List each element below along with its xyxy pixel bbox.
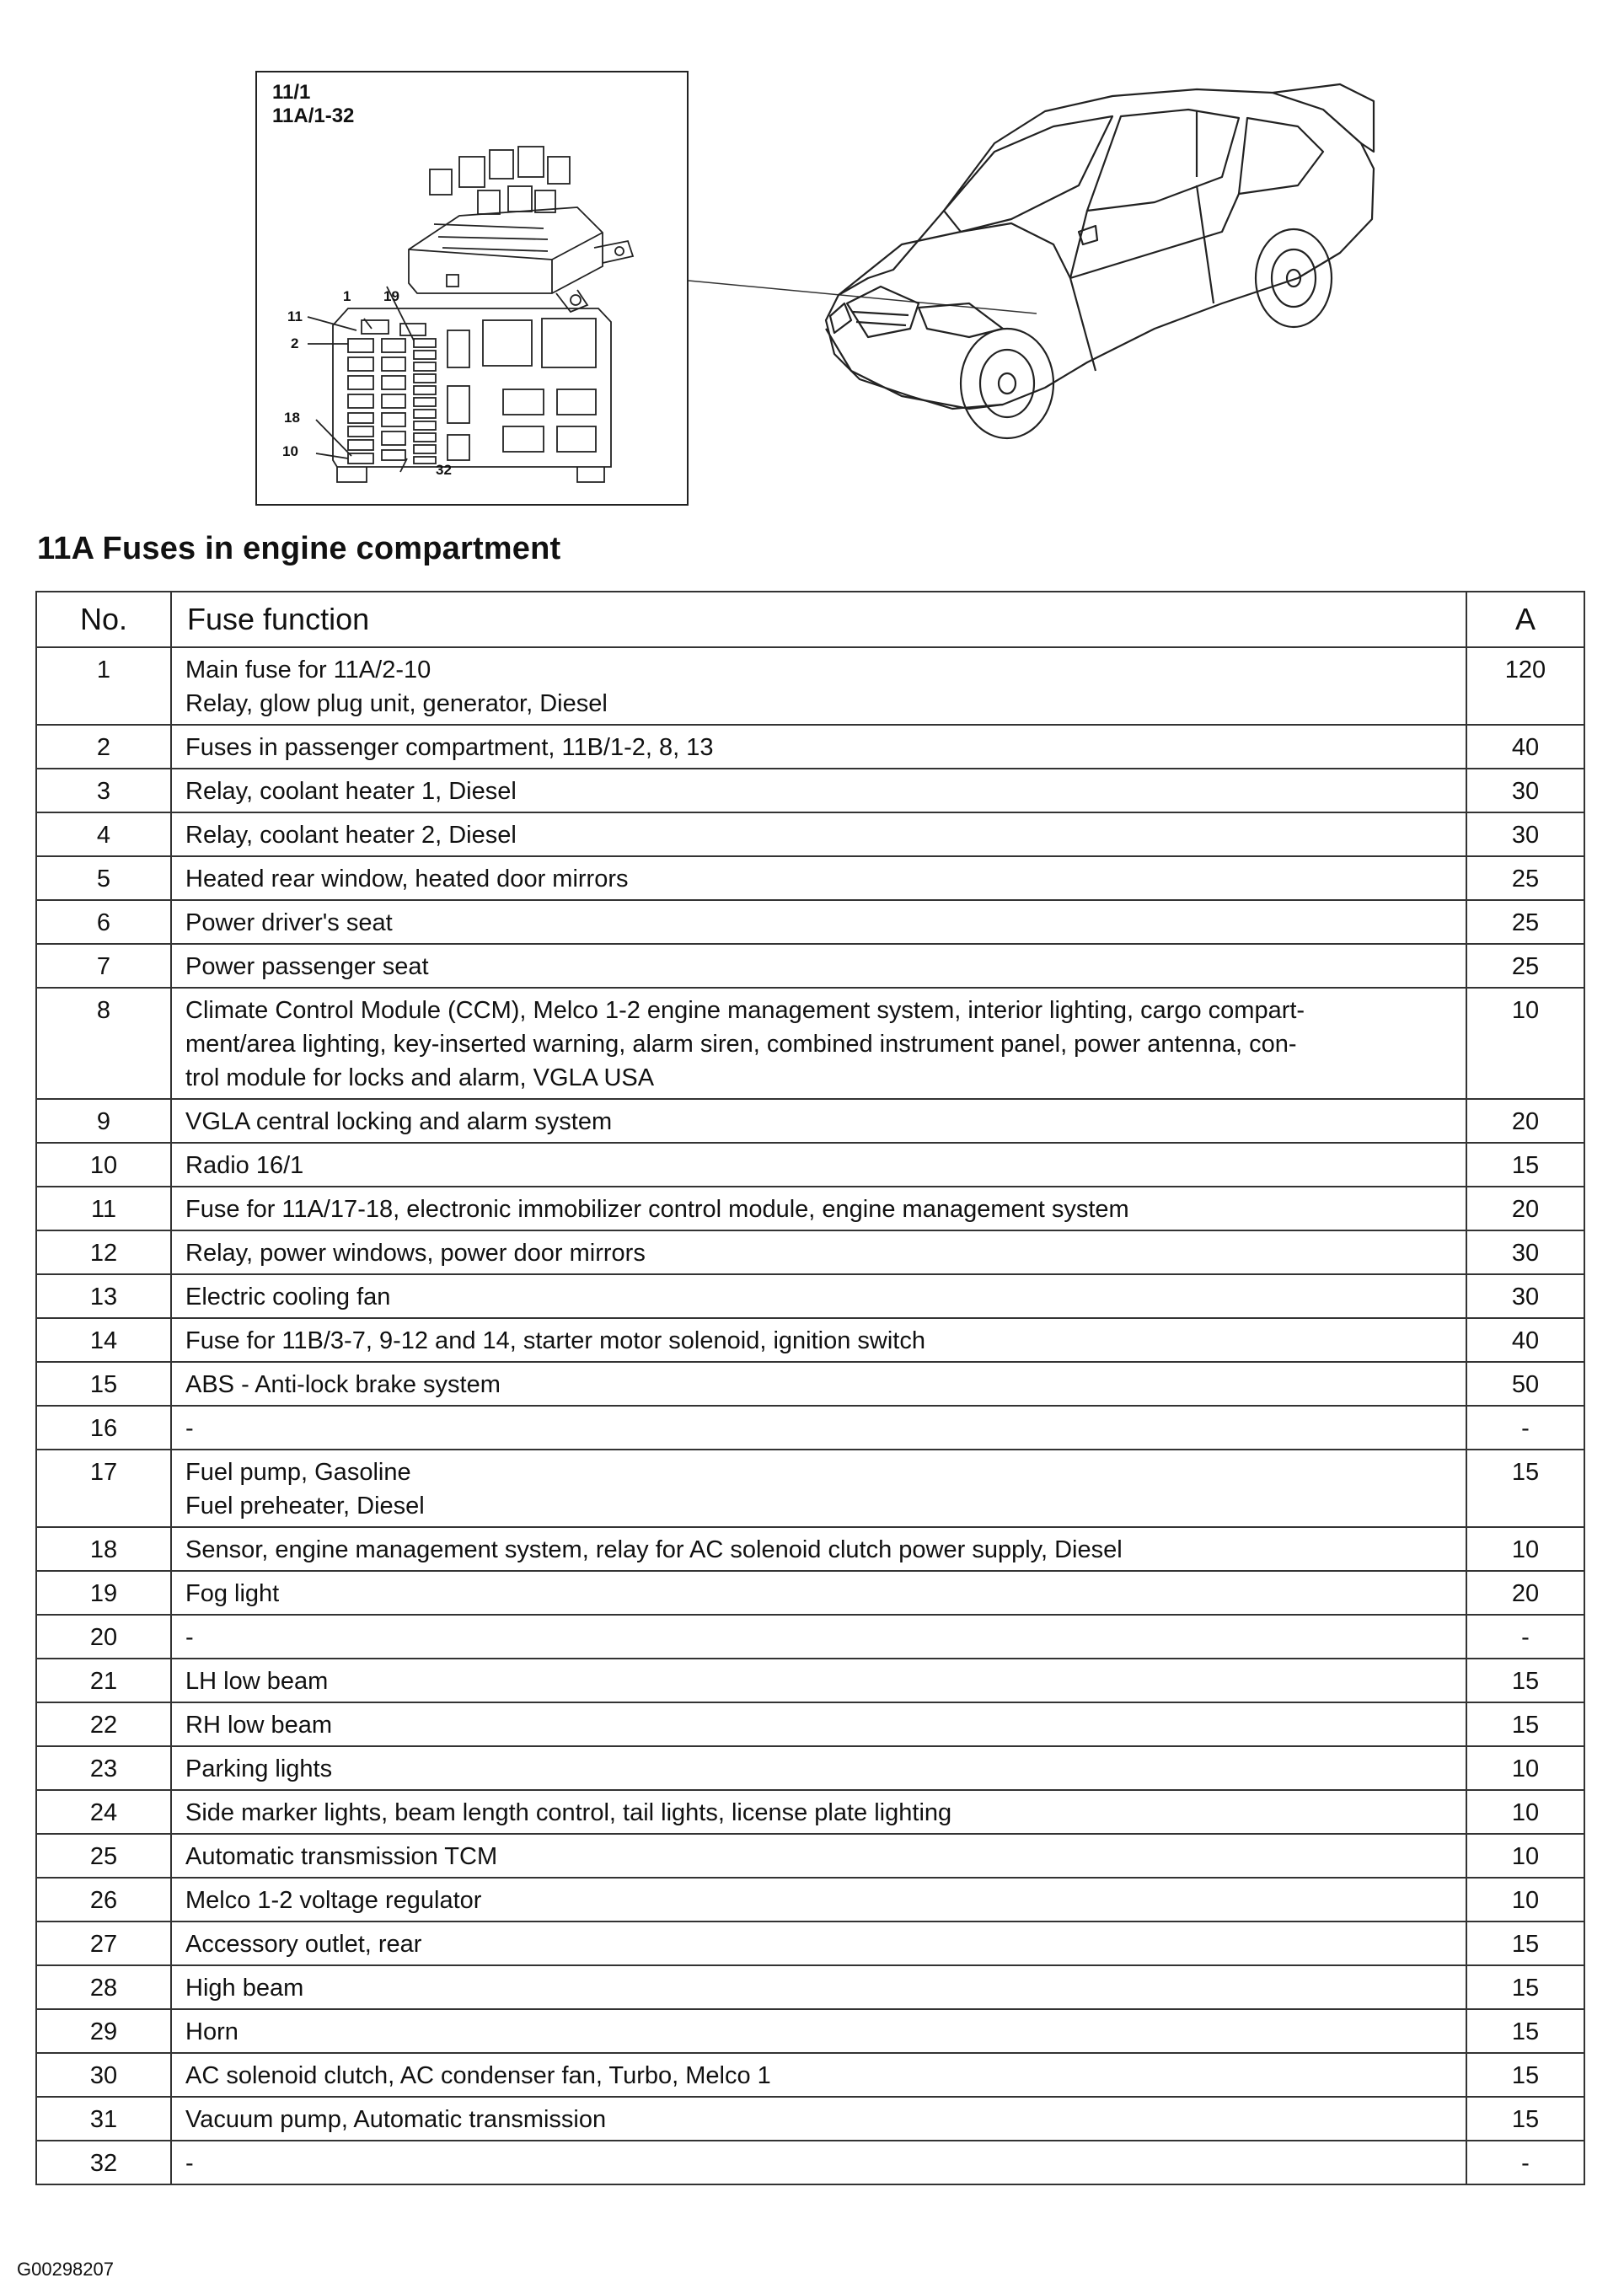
- fuse-amperage: 25: [1466, 856, 1584, 900]
- fuse-amperage: -: [1466, 1406, 1584, 1450]
- fuse-number: 4: [36, 812, 171, 856]
- fuse-number: 12: [36, 1230, 171, 1274]
- fuse-function-line: Fuse for 11B/3-7, 9-12 and 14, starter motor solenoid, ignition switch: [185, 1327, 925, 1354]
- fuse-number: 10: [36, 1143, 171, 1187]
- fuse-function-line: Accessory outlet, rear: [185, 1931, 422, 1958]
- table-row: [36, 1362, 1584, 1406]
- fuse-function-line: Sensor, engine management system, relay for AC solenoid clutch power supply, Diesel: [185, 1536, 1123, 1563]
- header-amperage: A: [1466, 592, 1584, 647]
- fuse-function: [171, 1362, 1466, 1406]
- table-row: [36, 1834, 1584, 1878]
- fuse-function: [171, 1099, 1466, 1143]
- fuse-function-line: Radio 16/1: [185, 1152, 304, 1179]
- fuse-function-line: Automatic transmission TCM: [185, 1843, 498, 1870]
- callout-10: 10: [282, 443, 298, 459]
- fuse-number: 15: [36, 1362, 171, 1406]
- fuse-function: [171, 1450, 1466, 1527]
- fuse-amperage: 15: [1466, 1965, 1584, 2009]
- fuse-function-line: Heated rear window, heated door mirrors: [185, 866, 629, 892]
- fuse-function-line: Relay, glow plug unit, generator, Diesel: [185, 690, 608, 717]
- table-row: [36, 812, 1584, 856]
- callout-32: 32: [436, 462, 452, 478]
- fuse-function-line: AC solenoid clutch, AC condenser fan, Turbo, Melco 1: [185, 2062, 771, 2089]
- figure-ref-line-2: 11A/1-32: [272, 105, 355, 127]
- fuse-function: [171, 900, 1466, 944]
- fuse-number: 19: [36, 1571, 171, 1615]
- fuse-number: 3: [36, 769, 171, 812]
- fuse-number: 26: [36, 1878, 171, 1921]
- fuse-amperage: 30: [1466, 812, 1584, 856]
- fuse-amperage: 15: [1466, 2053, 1584, 2097]
- table-row: [36, 1790, 1584, 1834]
- fuse-function-line: -: [185, 1624, 194, 1651]
- fuse-number: 6: [36, 900, 171, 944]
- fuse-function: [171, 2009, 1466, 2053]
- fuse-function: [171, 1318, 1466, 1362]
- fuse-number: 16: [36, 1406, 171, 1450]
- fuse-function-line: Climate Control Module (CCM), Melco 1-2 engine management system, interior lighting, cargo compart-: [185, 997, 1305, 1024]
- fuse-amperage: -: [1466, 2141, 1584, 2184]
- fuse-amperage: 30: [1466, 769, 1584, 812]
- table-row: [36, 944, 1584, 988]
- fuse-function: [171, 647, 1466, 725]
- fuse-number: 22: [36, 1702, 171, 1746]
- fuse-number: 2: [36, 725, 171, 769]
- fuse-amperage: 10: [1466, 988, 1584, 1099]
- table-row: [36, 1274, 1584, 1318]
- fuse-number: 31: [36, 2097, 171, 2141]
- table-row: [36, 1406, 1584, 1450]
- fuse-function-line: Main fuse for 11A/2-10: [185, 657, 431, 683]
- fuse-number: 7: [36, 944, 171, 988]
- fuse-amperage: 15: [1466, 2097, 1584, 2141]
- fuse-amperage: 30: [1466, 1230, 1584, 1274]
- fuse-number: 11: [36, 1187, 171, 1230]
- fuse-function: [171, 1834, 1466, 1878]
- fuse-amperage: 15: [1466, 1143, 1584, 1187]
- fuse-number: 9: [36, 1099, 171, 1143]
- fuse-number: 32: [36, 2141, 171, 2184]
- fuse-number: 28: [36, 1965, 171, 2009]
- fuse-function-line: Power driver's seat: [185, 909, 393, 936]
- fuse-amperage: 10: [1466, 1527, 1584, 1571]
- fuse-function-line: Side marker lights, beam length control, tail lights, license plate lighting: [185, 1799, 952, 1826]
- fuse-number: 24: [36, 1790, 171, 1834]
- fuse-number: 21: [36, 1659, 171, 1702]
- fuse-function: [171, 1790, 1466, 1834]
- fuse-number: 20: [36, 1615, 171, 1659]
- fuse-number: 27: [36, 1921, 171, 1965]
- table-row: [36, 1143, 1584, 1187]
- fuse-amperage: 15: [1466, 1659, 1584, 1702]
- table-row: [36, 2009, 1584, 2053]
- table-row: [36, 2053, 1584, 2097]
- fuse-amperage: 10: [1466, 1790, 1584, 1834]
- fuse-table-body: [36, 647, 1584, 2184]
- header-fuse-function: Fuse function: [171, 592, 1466, 647]
- fuse-amperage: 20: [1466, 1099, 1584, 1143]
- fuse-function-line: Horn: [185, 2018, 239, 2045]
- table-row: [36, 1318, 1584, 1362]
- fuse-number: 23: [36, 1746, 171, 1790]
- table-row: [36, 769, 1584, 812]
- fuse-function-line: High beam: [185, 1975, 304, 2002]
- fuse-number: 18: [36, 1527, 171, 1571]
- table-row: [36, 856, 1584, 900]
- table-row: [36, 2097, 1584, 2141]
- fuse-function-line: -: [185, 2150, 194, 2177]
- fuse-number: 5: [36, 856, 171, 900]
- fuse-number: 17: [36, 1450, 171, 1527]
- fuse-box-figure: [255, 71, 689, 506]
- fuse-function-line: trol module for locks and alarm, VGLA USA: [185, 1064, 655, 1091]
- section-title: 11A Fuses in engine compartment: [37, 531, 561, 566]
- table-row: [36, 1921, 1584, 1965]
- fuse-amperage: 25: [1466, 900, 1584, 944]
- figure-ref-line-1: 11/1: [272, 81, 311, 104]
- fuse-amperage: 15: [1466, 1702, 1584, 1746]
- callout-19: 19: [383, 288, 399, 304]
- fuse-function-line: LH low beam: [185, 1668, 329, 1695]
- callout-1: 1: [343, 288, 351, 304]
- fuse-function-line: Fuel preheater, Diesel: [185, 1493, 425, 1520]
- fuse-function: [171, 1746, 1466, 1790]
- fuse-function-line: Vacuum pump, Automatic transmission: [185, 2106, 607, 2133]
- fuse-amperage: 20: [1466, 1571, 1584, 1615]
- fuse-amperage: 25: [1466, 944, 1584, 988]
- table-row: [36, 1659, 1584, 1702]
- fuse-number: 13: [36, 1274, 171, 1318]
- fuse-function: [171, 2097, 1466, 2141]
- fuse-function-line: VGLA central locking and alarm system: [185, 1108, 613, 1135]
- callout-11: 11: [287, 308, 303, 324]
- fuse-amperage: 15: [1466, 2009, 1584, 2053]
- fuse-function: [171, 1187, 1466, 1230]
- table-row: [36, 1230, 1584, 1274]
- fuse-function-line: Relay, coolant heater 1, Diesel: [185, 778, 517, 805]
- fuse-amperage: 50: [1466, 1362, 1584, 1406]
- fuse-function: [171, 1274, 1466, 1318]
- fuse-amperage: 10: [1466, 1746, 1584, 1790]
- table-row: [36, 1099, 1584, 1143]
- fuse-function-line: ment/area lighting, key-inserted warning, alarm siren, combined instrument panel, power antenna, con-: [185, 1031, 1297, 1058]
- fuse-function: [171, 856, 1466, 900]
- fuse-number: 14: [36, 1318, 171, 1362]
- fuse-function: [171, 1527, 1466, 1571]
- fuse-function-line: Fuse for 11A/17-18, electronic immobilizer control module, engine management system: [185, 1196, 1129, 1223]
- fuse-function-line: -: [185, 1415, 194, 1442]
- fuse-function-line: Melco 1-2 voltage regulator: [185, 1887, 482, 1914]
- fuse-function: [171, 1230, 1466, 1274]
- fuse-amperage: 120: [1466, 647, 1584, 725]
- table-row: [36, 1571, 1584, 1615]
- fuse-number: 29: [36, 2009, 171, 2053]
- table-row: [36, 2141, 1584, 2184]
- fuse-function-line: Power passenger seat: [185, 953, 429, 980]
- table-row: [36, 900, 1584, 944]
- table-row: [36, 988, 1584, 1099]
- fuse-function: [171, 988, 1466, 1099]
- fuse-amperage: 40: [1466, 725, 1584, 769]
- fuse-amperage: 15: [1466, 1450, 1584, 1527]
- document-id: G00298207: [17, 2259, 114, 2280]
- fuse-function: [171, 1143, 1466, 1187]
- table-row: [36, 1187, 1584, 1230]
- fuse-function-line: Parking lights: [185, 1755, 333, 1782]
- fuse-function: [171, 1571, 1466, 1615]
- fuse-function: [171, 1659, 1466, 1702]
- fuse-function-line: Relay, coolant heater 2, Diesel: [185, 822, 517, 849]
- fuse-amperage: 30: [1466, 1274, 1584, 1318]
- fuse-function: [171, 725, 1466, 769]
- fuse-function-line: Electric cooling fan: [185, 1284, 391, 1310]
- table-row: [36, 1702, 1584, 1746]
- fuse-number: 8: [36, 988, 171, 1099]
- fuse-function: [171, 1406, 1466, 1450]
- table-row: [36, 1615, 1584, 1659]
- fuse-number: 25: [36, 1834, 171, 1878]
- car-illustration: [801, 51, 1391, 472]
- fuse-amperage: 20: [1466, 1187, 1584, 1230]
- table-row: [36, 647, 1584, 725]
- fuse-function: [171, 1702, 1466, 1746]
- fuse-number: 30: [36, 2053, 171, 2097]
- fuse-number: 1: [36, 647, 171, 725]
- fuse-function: [171, 2141, 1466, 2184]
- fuse-function-line: Fuel pump, Gasoline: [185, 1459, 411, 1486]
- fuse-function: [171, 1615, 1466, 1659]
- table-row: [36, 1878, 1584, 1921]
- fuse-function-line: Fog light: [185, 1580, 280, 1607]
- callout-2: 2: [291, 335, 299, 351]
- fuse-table: [35, 591, 1585, 2185]
- table-header-row: [36, 592, 1584, 647]
- fuse-amperage: 40: [1466, 1318, 1584, 1362]
- fuse-amperage: 10: [1466, 1878, 1584, 1921]
- fuse-function: [171, 944, 1466, 988]
- fuse-function: [171, 769, 1466, 812]
- table-row: [36, 725, 1584, 769]
- table-row: [36, 1746, 1584, 1790]
- fuse-function: [171, 1965, 1466, 2009]
- fuse-function-line: RH low beam: [185, 1712, 333, 1739]
- fuse-function: [171, 812, 1466, 856]
- fuse-function: [171, 1878, 1466, 1921]
- fuse-box-drawing: [257, 72, 690, 507]
- fuse-function: [171, 1921, 1466, 1965]
- fuse-function-line: Relay, power windows, power door mirrors: [185, 1240, 646, 1267]
- fuse-amperage: 15: [1466, 1921, 1584, 1965]
- fuse-function: [171, 2053, 1466, 2097]
- callout-18: 18: [284, 410, 300, 426]
- table-row: [36, 1527, 1584, 1571]
- header-no: No.: [36, 592, 171, 647]
- fuse-function-line: ABS - Anti-lock brake system: [185, 1371, 501, 1398]
- fuse-amperage: -: [1466, 1615, 1584, 1659]
- table-row: [36, 1450, 1584, 1527]
- fuse-amperage: 10: [1466, 1834, 1584, 1878]
- table-row: [36, 1965, 1584, 2009]
- fuse-function-line: Fuses in passenger compartment, 11B/1-2, 8, 13: [185, 734, 714, 761]
